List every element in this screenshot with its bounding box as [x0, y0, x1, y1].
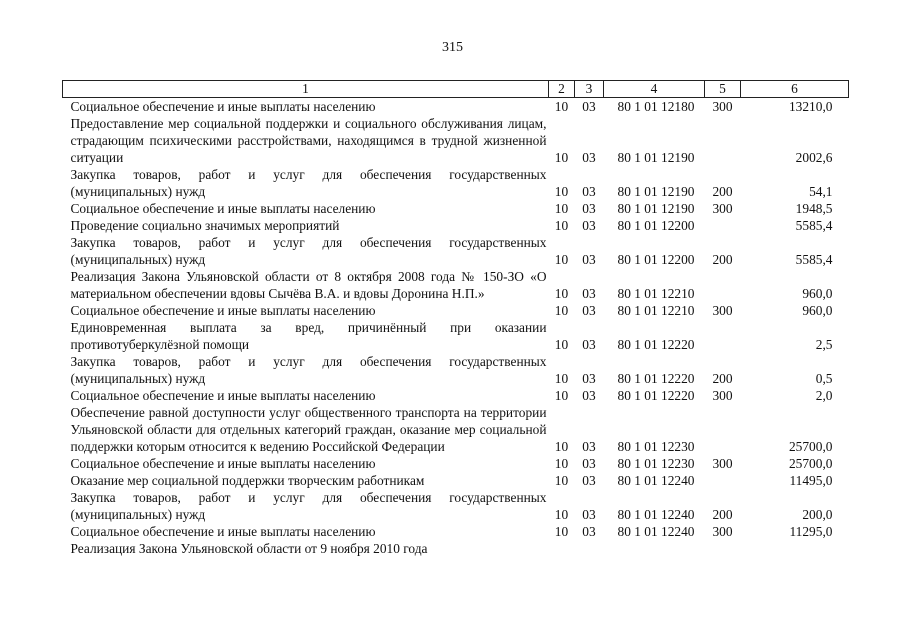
table-row: [63, 404, 849, 455]
row-item-name: Социальное обеспечение и иные выплаты населению: [70, 524, 376, 539]
row-amount: 25700,0: [788, 456, 833, 471]
row-amount: 1948,5: [795, 201, 833, 216]
row-target-article-code: 80 1 01 12220: [617, 337, 695, 352]
row-amount: 960,0: [802, 303, 833, 318]
table-row: [63, 200, 849, 217]
table-row: [63, 455, 849, 472]
row-target-article-code: 80 1 01 12220: [617, 371, 695, 386]
row-item-name: Социальное обеспечение и иные выплаты населению: [70, 388, 376, 403]
row-expense-type-code: [705, 115, 741, 166]
row-section-code: 10: [554, 439, 569, 454]
row-subsection-code: 03: [582, 388, 596, 403]
table-row: [63, 98, 849, 116]
row-item-name: Закупка товаров, работ и услуг для обеспечения государственных (муниципальных) нужд: [70, 490, 547, 522]
row-expense-type-code: [705, 319, 741, 353]
row-expense-type-code: 200: [712, 371, 733, 386]
row-expense-type-code: 300: [712, 201, 733, 216]
table-row: [63, 387, 849, 404]
row-item-name: Оказание мер социальной поддержки творческим работникам: [70, 473, 425, 488]
row-target-article-code: 80 1 01 12180: [617, 99, 695, 114]
row-amount: 2002,6: [795, 150, 833, 165]
row-amount: 25700,0: [788, 439, 833, 454]
row-target-article-code: 80 1 01 12220: [617, 388, 695, 403]
row-section-code: 10: [554, 184, 569, 199]
budget-table: [62, 80, 849, 557]
row-subsection-code: 03: [582, 337, 596, 352]
row-expense-type-code: 300: [712, 456, 733, 471]
row-section-code: [549, 540, 575, 557]
table-row: [63, 353, 849, 387]
row-expense-type-code: [705, 217, 741, 234]
table-header-row: [63, 81, 849, 98]
row-section-code: 10: [554, 201, 569, 216]
row-subsection-code: 03: [582, 252, 596, 267]
row-expense-type-code: [705, 268, 741, 302]
row-subsection-code: 03: [582, 286, 596, 301]
row-subsection-code: 03: [582, 524, 596, 539]
row-item-name: Социальное обеспечение и иные выплаты населению: [70, 201, 376, 216]
table-row: [63, 523, 849, 540]
row-target-article-code: 80 1 01 12240: [617, 524, 695, 539]
row-item-name: Социальное обеспечение и иные выплаты населению: [70, 456, 376, 471]
table-row: [63, 540, 849, 557]
row-target-article-code: 80 1 01 12230: [617, 439, 695, 454]
row-amount: 2,5: [815, 337, 833, 352]
row-section-code: 10: [554, 473, 569, 488]
row-section-code: 10: [554, 303, 569, 318]
row-target-article-code: 80 1 01 12190: [617, 150, 695, 165]
column-header-3: 3: [575, 81, 604, 98]
row-item-name: Закупка товаров, работ и услуг для обеспечения государственных (муниципальных) нужд: [70, 354, 547, 386]
page-number: 315: [442, 40, 463, 55]
row-section-code: 10: [554, 99, 569, 114]
row-amount: 5585,4: [795, 218, 833, 233]
row-target-article-code: 80 1 01 12210: [617, 286, 695, 301]
row-amount: 0,5: [815, 371, 833, 386]
row-item-name: Закупка товаров, работ и услуг для обеспечения государственных (муниципальных) нужд: [70, 167, 547, 199]
row-item-name: Реализация Закона Ульяновской области от 9 ноября 2010 года: [70, 541, 428, 556]
row-section-code: 10: [554, 371, 569, 386]
row-item-name: Реализация Закона Ульяновской области от 8 октября 2008 года № 150-ЗО «О материальном обеспечении вдовы Сычёва В.А. и вдовы Доронина Н.П.»: [70, 269, 547, 301]
column-header-1: 1: [63, 81, 549, 98]
column-header-2: 2: [549, 81, 575, 98]
table-row: [63, 234, 849, 268]
row-expense-type-code: [705, 472, 741, 489]
row-section-code: 10: [554, 218, 569, 233]
row-target-article-code: [604, 540, 705, 557]
row-subsection-code: 03: [582, 371, 596, 386]
row-item-name: Проведение социально значимых мероприятий: [70, 218, 340, 233]
row-subsection-code: 03: [582, 150, 596, 165]
row-subsection-code: [575, 540, 604, 557]
row-amount: 200,0: [802, 507, 833, 522]
row-expense-type-code: 200: [712, 507, 733, 522]
row-subsection-code: 03: [582, 201, 596, 216]
row-amount: 11495,0: [789, 473, 833, 488]
table-row: [63, 268, 849, 302]
row-expense-type-code: 300: [712, 99, 733, 114]
row-target-article-code: 80 1 01 12200: [617, 252, 695, 267]
table-row: [63, 115, 849, 166]
row-item-name: Обеспечение равной доступности услуг общественного транспорта на территории Ульяновской области для отдельных категорий граждан, оказание мер социальной поддержки которым относится к ведению Российской Федерации: [70, 405, 547, 454]
row-expense-type-code: 300: [712, 303, 733, 318]
row-target-article-code: 80 1 01 12230: [617, 456, 695, 471]
table-row: [63, 489, 849, 523]
row-amount: 13210,0: [788, 99, 833, 114]
row-target-article-code: 80 1 01 12240: [617, 507, 695, 522]
table-row: [63, 472, 849, 489]
row-expense-type-code: 200: [712, 252, 733, 267]
table-row: [63, 166, 849, 200]
row-section-code: 10: [554, 150, 569, 165]
row-item-name: Закупка товаров, работ и услуг для обеспечения государственных (муниципальных) нужд: [70, 235, 547, 267]
row-amount: 11295,0: [789, 524, 833, 539]
row-subsection-code: 03: [582, 99, 596, 114]
table-row: [63, 217, 849, 234]
table-row: [63, 319, 849, 353]
row-subsection-code: 03: [582, 184, 596, 199]
row-section-code: 10: [554, 524, 569, 539]
table-row: [63, 302, 849, 319]
column-header-5: 5: [705, 81, 741, 98]
row-expense-type-code: 300: [712, 388, 733, 403]
row-target-article-code: 80 1 01 12190: [617, 184, 695, 199]
row-expense-type-code: [705, 540, 741, 557]
row-target-article-code: 80 1 01 12200: [617, 218, 695, 233]
column-header-6: 6: [741, 81, 849, 98]
row-target-article-code: 80 1 01 12190: [617, 201, 695, 216]
row-amount: 2,0: [815, 388, 833, 403]
row-expense-type-code: 300: [712, 524, 733, 539]
row-section-code: 10: [554, 388, 569, 403]
row-target-article-code: 80 1 01 12210: [617, 303, 695, 318]
row-subsection-code: 03: [582, 456, 596, 471]
column-header-4: 4: [604, 81, 705, 98]
row-subsection-code: 03: [582, 303, 596, 318]
row-amount: [741, 540, 849, 557]
row-target-article-code: 80 1 01 12240: [617, 473, 695, 488]
row-expense-type-code: 200: [712, 184, 733, 199]
row-item-name: Социальное обеспечение и иные выплаты населению: [70, 303, 376, 318]
row-section-code: 10: [554, 456, 569, 471]
row-item-name: Предоставление мер социальной поддержки и социального обслуживания лицам, страдающим психическими расстройствами, находящимся в трудной жизненной ситуации: [70, 116, 547, 165]
row-subsection-code: 03: [582, 507, 596, 522]
row-item-name: Единовременная выплата за вред, причинённый при оказании противотуберкулёзной помощи: [70, 320, 547, 352]
row-section-code: 10: [554, 252, 569, 267]
row-expense-type-code: [705, 404, 741, 455]
row-amount: 5585,4: [795, 252, 833, 267]
row-subsection-code: 03: [582, 218, 596, 233]
row-section-code: 10: [554, 337, 569, 352]
row-subsection-code: 03: [582, 439, 596, 454]
row-amount: 960,0: [802, 286, 833, 301]
row-amount: 54,1: [809, 184, 833, 199]
row-section-code: 10: [554, 507, 569, 522]
row-subsection-code: 03: [582, 473, 596, 488]
row-item-name: Социальное обеспечение и иные выплаты населению: [70, 99, 376, 114]
table-body: [63, 98, 849, 558]
row-section-code: 10: [554, 286, 569, 301]
